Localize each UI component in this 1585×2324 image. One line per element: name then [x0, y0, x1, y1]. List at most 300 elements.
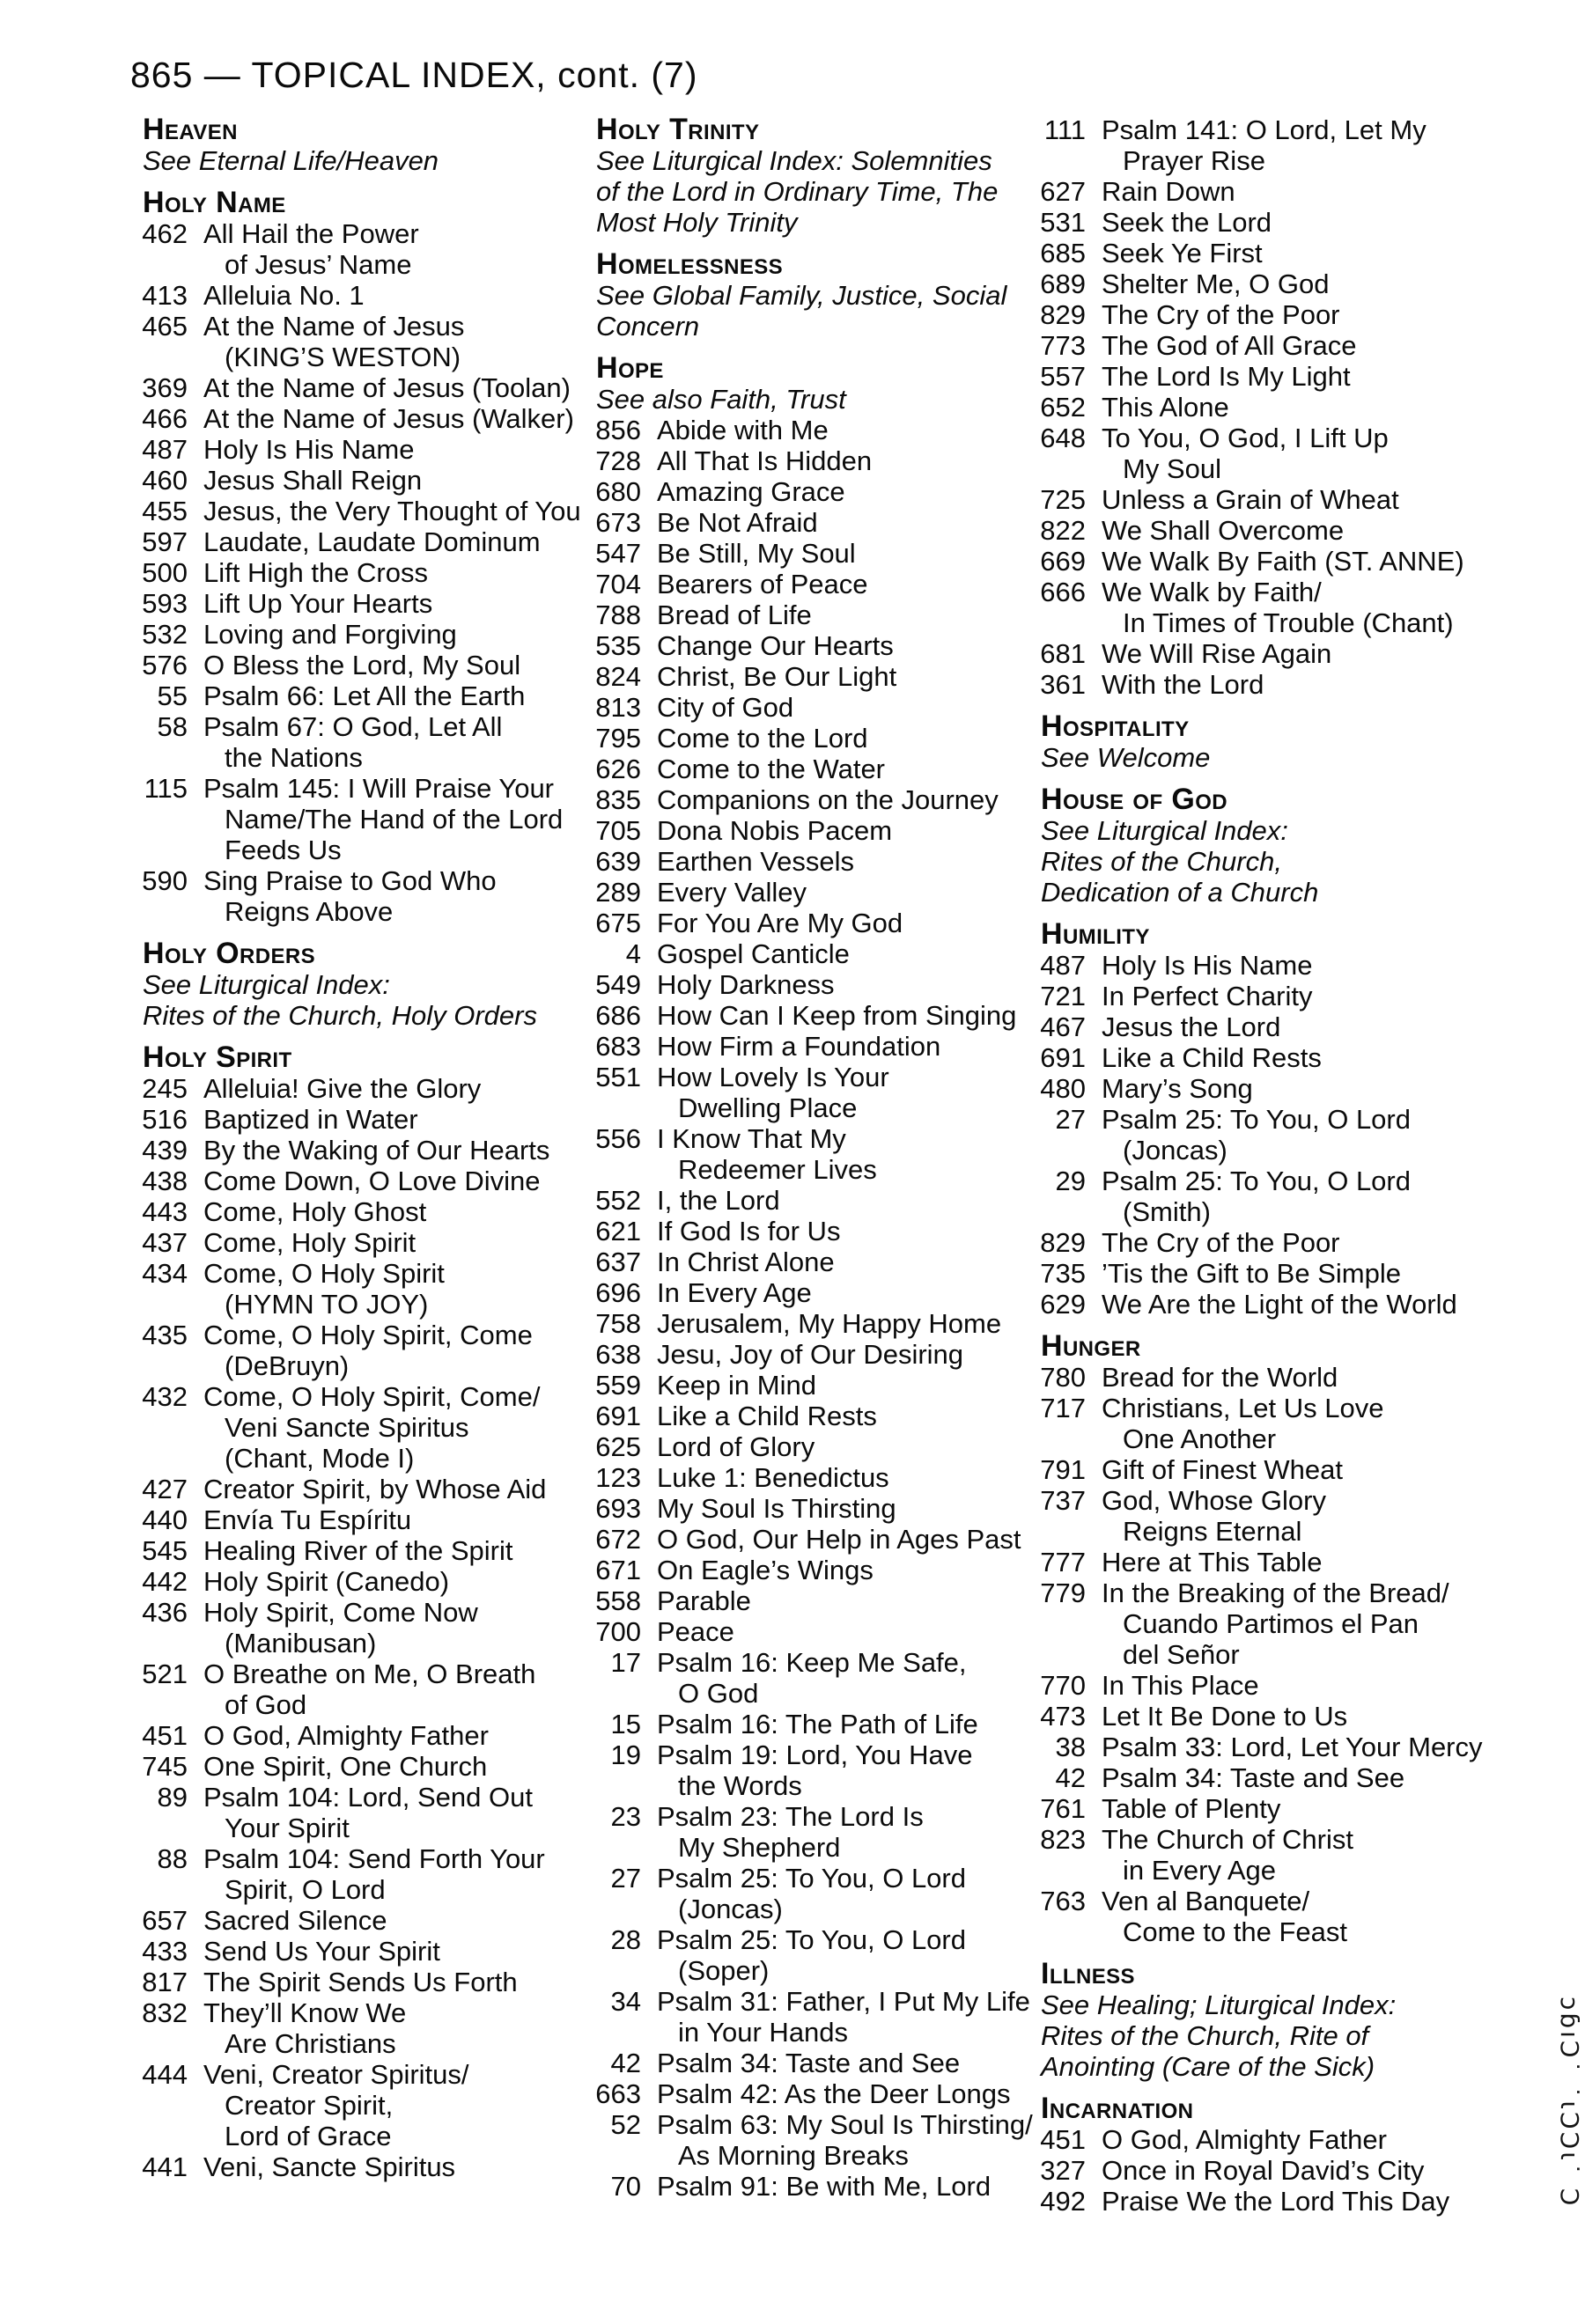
index-entry — [1036, 546, 1574, 577]
entry-title-line: Jerusalem, My Happy Home — [657, 1308, 1002, 1339]
index-entry — [592, 1709, 1045, 1739]
entry-number: 327 — [1040, 2155, 1086, 2186]
entry-number: 437 — [142, 1227, 188, 1258]
entry-title — [203, 1658, 535, 1720]
entry-number: 683 — [595, 1031, 641, 1062]
index-entry — [592, 661, 1045, 692]
entry-number: 27 — [610, 1863, 641, 1894]
entry-number: 629 — [1040, 1289, 1086, 1320]
entry-title-line: Parable — [657, 1585, 751, 1616]
index-entry — [138, 1720, 605, 1751]
index-entry — [1036, 392, 1574, 423]
entry-number: 535 — [595, 630, 641, 661]
entry-title — [203, 526, 541, 557]
entry-number: 638 — [595, 1339, 641, 1370]
entry-number: 42 — [1055, 1762, 1086, 1793]
entry-title-line: O God — [678, 1678, 759, 1709]
entry-title — [657, 1277, 812, 1308]
entry-title — [657, 877, 807, 908]
entry-title-line: Jesu, Joy of Our Desiring — [657, 1339, 964, 1370]
entry-title — [657, 661, 896, 692]
entry-title — [657, 1986, 1030, 2048]
entry-title — [1102, 1104, 1411, 1166]
entry-title-line: O Breathe on Me, O Breath — [203, 1658, 536, 1689]
entry-title-line: O God, Almighty Father — [203, 1720, 489, 1751]
entry-number: 556 — [595, 1123, 641, 1154]
entry-number: 680 — [595, 476, 641, 507]
entry-title-line: Dwelling Place — [678, 1092, 858, 1123]
entry-title-line: The Cry of the Poor — [1102, 1227, 1340, 1258]
see-reference — [592, 145, 1045, 238]
entry-title — [203, 557, 428, 588]
entry-title — [657, 969, 835, 1000]
entry-number: 52 — [610, 2109, 641, 2140]
index-entry — [138, 2151, 605, 2182]
index-entry — [1036, 484, 1574, 515]
entry-title — [1102, 1701, 1347, 1732]
entry-number: 34 — [610, 1986, 641, 2017]
entry-title-line: (Smith) — [1123, 1196, 1211, 1227]
entry-number: 289 — [595, 877, 641, 908]
entry-number: 521 — [142, 1658, 188, 1689]
entry-title — [203, 280, 365, 311]
entry-number: 590 — [142, 865, 188, 896]
index-entry — [592, 1585, 1045, 1616]
index-entry — [1036, 1011, 1574, 1042]
entry-title-line: Send Us Your Spirit — [203, 1936, 440, 1967]
entry-title — [1102, 1166, 1411, 1227]
entry-number: 492 — [1040, 2186, 1086, 2217]
entry-number: 576 — [142, 650, 188, 680]
entry-title — [203, 1073, 481, 1104]
index-entry — [138, 1320, 605, 1381]
index-entry — [592, 969, 1045, 1000]
entry-title-line: of God — [225, 1689, 307, 1720]
index-entry — [138, 403, 605, 434]
index-entry — [1036, 950, 1574, 981]
entry-number: 637 — [595, 1247, 641, 1277]
entry-title-line: We Walk by Faith/ — [1102, 577, 1322, 607]
index-entry — [592, 1123, 1045, 1185]
entry-number: 621 — [595, 1216, 641, 1247]
index-entry — [1036, 1578, 1574, 1670]
entry-number: 671 — [595, 1555, 641, 1585]
entry-title — [203, 588, 432, 619]
entry-title-line: In Times of Trouble (Chant) — [1123, 607, 1454, 638]
entry-number: 245 — [142, 1073, 188, 1104]
entry-title-line: (Chant, Mode I) — [225, 1443, 415, 1474]
section-heading-hope: Hope — [596, 351, 664, 385]
see-reference-line: See Eternal Life/Heaven — [143, 145, 439, 176]
entry-title — [203, 372, 571, 403]
entry-title — [657, 1247, 835, 1277]
entry-title-line: Psalm 19: Lord, You Have — [657, 1739, 973, 1770]
entry-title — [203, 1782, 533, 1843]
see-reference-line: See Healing; Liturgical Index: — [1041, 1989, 1397, 2020]
section-heading-hospitality: Hospitality — [1041, 710, 1190, 743]
entry-title-line: Psalm 63: My Soul Is Thirsting/ — [657, 2109, 1033, 2140]
entry-number: 123 — [595, 1462, 641, 1493]
entry-title-line: Seek Ye First — [1102, 238, 1263, 268]
entry-number: 15 — [610, 1709, 641, 1739]
entry-number: 70 — [610, 2171, 641, 2202]
entry-title — [657, 538, 856, 569]
index-entry — [592, 1185, 1045, 1216]
section-heading-house-of-god: House of God — [1041, 783, 1228, 816]
index-entry — [1036, 515, 1574, 546]
entry-number: 770 — [1040, 1670, 1086, 1701]
index-entry — [138, 465, 605, 496]
entry-title-line: Table of Plenty — [1102, 1793, 1281, 1824]
entry-title-line: My Soul Is Thirsting — [657, 1493, 896, 1524]
entry-title-line: Veni, Creator Spiritus/ — [203, 2059, 469, 2090]
index-entry — [1036, 207, 1574, 238]
see-reference-line: See Global Family, Justice, Social — [596, 280, 1007, 311]
index-entry — [138, 1936, 605, 1967]
entry-number: 813 — [595, 692, 641, 723]
index-entry — [592, 1986, 1045, 2048]
entry-title-line: Psalm 67: O God, Let All — [203, 711, 503, 742]
see-reference-line: of the Lord in Ordinary Time, The — [596, 176, 999, 207]
entry-title-line: Come, O Holy Spirit — [203, 1258, 445, 1289]
entry-number: 672 — [595, 1524, 641, 1555]
entry-number: 626 — [595, 754, 641, 784]
entry-title-line: Seek the Lord — [1102, 207, 1272, 238]
index-entry — [1036, 361, 1574, 392]
entry-title-line: Creator Spirit, by Whose Aid — [203, 1474, 547, 1504]
entry-title-line: In Christ Alone — [657, 1247, 835, 1277]
entry-number: 725 — [1040, 484, 1086, 515]
see-reference-line: See also Faith, Trust — [596, 384, 846, 415]
entry-number: 559 — [595, 1370, 641, 1401]
entry-title — [203, 1135, 549, 1166]
see-reference-line: See Liturgical Index: — [143, 969, 390, 1000]
entry-title-line: My Soul — [1123, 453, 1221, 484]
entry-title-line: Be Not Afraid — [657, 507, 818, 538]
index-entry — [592, 538, 1045, 569]
entry-title-line: My Shepherd — [678, 1832, 841, 1863]
entry-number: 696 — [595, 1277, 641, 1308]
entry-title-line: (Joncas) — [1123, 1135, 1227, 1166]
entry-title-line: With the Lord — [1102, 669, 1264, 700]
entry-title — [657, 445, 872, 476]
entry-number: 487 — [1040, 950, 1086, 981]
entry-title — [1102, 1042, 1322, 1073]
entry-number: 835 — [595, 784, 641, 815]
entry-title-line: Like a Child Rests — [657, 1401, 877, 1431]
entry-number: 693 — [595, 1493, 641, 1524]
entry-number: 779 — [1040, 1578, 1086, 1608]
entry-number: 436 — [142, 1597, 188, 1628]
entry-title — [657, 1493, 896, 1524]
entry-title-line: Veni Sancte Spiritus — [225, 1412, 469, 1443]
entry-title-line: Psalm 23: The Lord Is — [657, 1801, 924, 1832]
entry-number: 758 — [595, 1308, 641, 1339]
entry-number: 669 — [1040, 546, 1086, 577]
index-entry — [592, 1493, 1045, 1524]
entry-title-line: God, Whose Glory — [1102, 1485, 1326, 1516]
entry-title-line: Every Valley — [657, 877, 807, 908]
entry-title-line: The God of All Grace — [1102, 330, 1357, 361]
index-entry — [138, 1381, 605, 1474]
entry-number: 773 — [1040, 330, 1086, 361]
entry-title-line: Creator Spirit, — [225, 2090, 394, 2121]
entry-title-line: (Manibusan) — [225, 1628, 377, 1658]
entry-number: 745 — [142, 1751, 188, 1782]
entry-title-line: Reigns Eternal — [1123, 1516, 1302, 1547]
entry-title — [657, 1616, 734, 1647]
entry-title — [657, 1431, 815, 1462]
entry-title-line: Psalm 25: To You, O Lord — [657, 1863, 966, 1894]
index-entry — [592, 1924, 1045, 1986]
entry-number: 832 — [142, 1997, 188, 2028]
entry-title — [1102, 1670, 1259, 1701]
page-title: 865 — TOPICAL INDEX, cont. (7) — [130, 55, 698, 95]
entry-number: 545 — [142, 1535, 188, 1566]
index-entry — [138, 1658, 605, 1720]
entry-title-line: Psalm 104: Lord, Send Out — [203, 1782, 533, 1813]
entry-number: 467 — [1040, 1011, 1086, 1042]
entry-number: 829 — [1040, 1227, 1086, 1258]
entry-number: 593 — [142, 588, 188, 619]
see-reference-line: See Liturgical Index: Solemnities — [596, 145, 992, 176]
entry-title-line: The Church of Christ — [1102, 1824, 1353, 1855]
entry-title-line: Companions on the Journey — [657, 784, 999, 815]
entry-title-line: Psalm 25: To You, O Lord — [1102, 1166, 1411, 1196]
index-entry — [592, 1616, 1045, 1647]
entry-number: 441 — [142, 2151, 188, 2182]
entry-title — [657, 1308, 1001, 1339]
entry-title — [1102, 1011, 1280, 1042]
index-entry — [1036, 1886, 1574, 1947]
entry-number: 780 — [1040, 1362, 1086, 1393]
index-entry — [1036, 2155, 1574, 2186]
entry-number: 737 — [1040, 1485, 1086, 1516]
index-entry — [1036, 1073, 1574, 1104]
entry-title — [1102, 238, 1263, 268]
index-entry — [138, 526, 605, 557]
entry-title-line: City of God — [657, 692, 794, 723]
entry-title-line: Here at This Table — [1102, 1547, 1323, 1578]
entry-title-line: For You Are My God — [657, 908, 903, 938]
index-entry — [138, 434, 605, 465]
entry-number: 777 — [1040, 1547, 1086, 1578]
entry-title — [1102, 1289, 1457, 1320]
entry-title-line: Come, Holy Ghost — [203, 1196, 427, 1227]
entry-title-line: We Walk By Faith (ST. ANNE) — [1102, 546, 1464, 577]
entry-title-line: Lift Up Your Hearts — [203, 588, 433, 619]
entry-number: 685 — [1040, 238, 1086, 268]
see-reference — [1036, 1989, 1574, 2082]
index-entry — [138, 1166, 605, 1196]
entry-title-line: We Will Rise Again — [1102, 638, 1332, 669]
index-entry — [592, 569, 1045, 599]
entry-title-line: Come to the Feast — [1123, 1916, 1348, 1947]
entry-title — [1102, 577, 1454, 638]
entry-title-line: All That Is Hidden — [657, 445, 873, 476]
index-entry — [592, 1216, 1045, 1247]
entry-number: 673 — [595, 507, 641, 538]
entry-title-line: Praise We the Lord This Day — [1102, 2186, 1450, 2217]
entry-title — [203, 1566, 449, 1597]
index-entry — [592, 908, 1045, 938]
entry-number: 432 — [142, 1381, 188, 1412]
entry-number: 413 — [142, 280, 188, 311]
entry-title — [657, 1863, 966, 1924]
entry-title — [203, 403, 574, 434]
index-entry — [138, 496, 605, 526]
index-entry — [592, 415, 1045, 445]
entry-number: 38 — [1055, 1732, 1086, 1762]
entry-title — [1102, 669, 1264, 700]
index-entry — [1036, 1732, 1574, 1762]
entry-title — [203, 496, 581, 526]
entry-title-line: Come, Holy Spirit — [203, 1227, 417, 1258]
entry-title-line: One Spirit, One Church — [203, 1751, 488, 1782]
index-entry — [592, 1031, 1045, 1062]
entry-title-line: Lord of Glory — [657, 1431, 815, 1462]
entry-title-line: in Every Age — [1123, 1855, 1277, 1886]
index-entry — [138, 1597, 605, 1658]
entry-title — [657, 692, 793, 723]
entry-number: 824 — [595, 661, 641, 692]
entry-title — [1102, 1362, 1338, 1393]
entry-title-line: Psalm 16: Keep Me Safe, — [657, 1647, 967, 1678]
index-entry — [1036, 1701, 1574, 1732]
entry-title-line: (HYMN TO JOY) — [225, 1289, 429, 1320]
entry-title — [657, 1185, 780, 1216]
entry-title-line: At the Name of Jesus — [203, 311, 465, 342]
entry-title — [657, 938, 850, 969]
entry-title-line: Feeds Us — [225, 835, 342, 865]
index-entry — [138, 1843, 605, 1905]
entry-title — [657, 630, 894, 661]
entry-number: 652 — [1040, 392, 1086, 423]
index-entry — [592, 1000, 1045, 1031]
page-edge-print-artifact: ɔɓıƆ˙ ˙ɩƆƆɩ˙ Ɔ — [1555, 1997, 1584, 2209]
entry-title — [203, 1504, 411, 1535]
index-entry — [592, 445, 1045, 476]
entry-title-line: the Nations — [225, 742, 363, 773]
entry-title — [657, 1370, 816, 1401]
index-entry — [592, 846, 1045, 877]
entry-title — [1102, 330, 1356, 361]
entry-title — [657, 1339, 963, 1370]
index-entry — [592, 1524, 1045, 1555]
entry-title — [657, 1000, 1016, 1031]
index-entry — [1036, 1166, 1574, 1227]
entry-number: 369 — [142, 372, 188, 403]
entry-title — [203, 1597, 478, 1658]
entry-title-line: Come to the Lord — [657, 723, 868, 754]
entry-title-line: Psalm 34: Taste and See — [1102, 1762, 1405, 1793]
entry-number: 728 — [595, 445, 641, 476]
entry-title — [1102, 484, 1399, 515]
entry-number: 686 — [595, 1000, 641, 1031]
index-entry — [1036, 1762, 1574, 1793]
entry-number: 761 — [1040, 1793, 1086, 1824]
section-heading-holy-orders: Holy Orders — [143, 937, 315, 970]
entry-title — [1102, 114, 1426, 176]
index-column-2 — [592, 114, 1045, 2202]
entry-title-line: If God Is for Us — [657, 1216, 841, 1247]
entry-number: 115 — [144, 773, 188, 804]
entry-number: 689 — [1040, 268, 1086, 299]
index-entry — [1036, 1042, 1574, 1073]
entry-title-line: Psalm 91: Be with Me, Lord — [657, 2171, 992, 2202]
entry-title — [1102, 299, 1340, 330]
entry-title-line: As Morning Breaks — [678, 2140, 909, 2171]
index-entry — [1036, 1104, 1574, 1166]
entry-title-line: In This Place — [1102, 1670, 1259, 1701]
entry-title — [1102, 268, 1329, 299]
index-entry — [592, 630, 1045, 661]
entry-title-line: Christians, Let Us Love — [1102, 1393, 1384, 1423]
entry-number: 438 — [142, 1166, 188, 1196]
index-entry — [138, 1504, 605, 1535]
entry-number: 442 — [142, 1566, 188, 1597]
entry-title — [657, 754, 885, 784]
index-entry — [138, 1073, 605, 1104]
entry-number: 89 — [157, 1782, 188, 1813]
entry-title-line: Unless a Grain of Wheat — [1102, 484, 1399, 515]
entry-title — [657, 476, 845, 507]
entry-number: 439 — [142, 1135, 188, 1166]
entry-number: 791 — [1040, 1454, 1086, 1485]
entry-title-line: Psalm 42: As the Deer Longs — [657, 2078, 1011, 2109]
index-entry — [592, 754, 1045, 784]
entry-title-line: To You, O God, I Lift Up — [1102, 423, 1389, 453]
entry-title-line: Loving and Forgiving — [203, 619, 457, 650]
entry-title-line: The Lord Is My Light — [1102, 361, 1351, 392]
entry-number: 111 — [1043, 114, 1086, 145]
entry-title — [657, 908, 903, 938]
entry-title — [203, 1720, 489, 1751]
entry-title-line: How Lovely Is Your — [657, 1062, 889, 1092]
entry-number: 462 — [142, 218, 188, 249]
entry-title — [203, 434, 414, 465]
entry-number: 19 — [610, 1739, 641, 1770]
section-heading-incarnation: Incarnation — [1041, 2092, 1194, 2125]
entry-number: 681 — [1040, 638, 1086, 669]
entry-title-line: Bread for the World — [1102, 1362, 1338, 1393]
entry-title-line: Sing Praise to God Who — [203, 865, 497, 896]
entry-title — [657, 1739, 972, 1801]
see-reference-line: Rites of the Church, — [1041, 846, 1282, 877]
entry-title — [657, 815, 892, 846]
entry-number: 516 — [142, 1104, 188, 1135]
entry-title — [203, 465, 422, 496]
index-entry — [138, 680, 605, 711]
entry-title — [203, 311, 464, 372]
entry-title-line: ’Tis the Gift to Be Simple — [1102, 1258, 1401, 1289]
see-reference — [592, 384, 1045, 415]
entry-number: 705 — [595, 815, 641, 846]
entry-number: 639 — [595, 846, 641, 877]
entry-title — [657, 415, 829, 445]
entry-number: 704 — [595, 569, 641, 599]
entry-title — [203, 680, 525, 711]
see-reference-line: See Liturgical Index: — [1041, 815, 1288, 846]
entry-number: 4 — [625, 938, 641, 969]
entry-title — [203, 619, 457, 650]
entry-title — [657, 1216, 840, 1247]
index-entry — [592, 1247, 1045, 1277]
entry-number: 627 — [1040, 176, 1086, 207]
entry-number: 443 — [142, 1196, 188, 1227]
index-entry — [138, 2059, 605, 2151]
entry-title-line: Lord of Grace — [225, 2121, 392, 2151]
